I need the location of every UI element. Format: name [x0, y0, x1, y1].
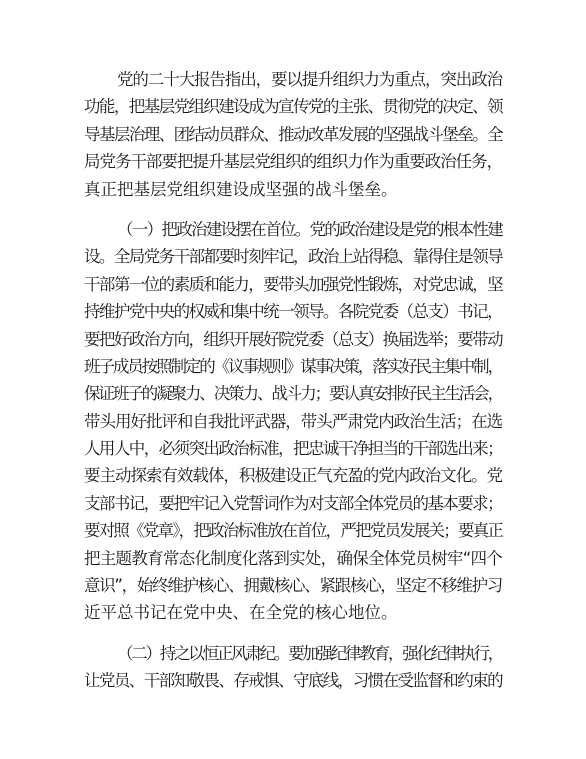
paragraph-gap — [84, 627, 502, 640]
paragraph-intro — [84, 66, 502, 203]
text-line: 支部书记，要把牢记入党誓词作为对支部全体党员的基本要求； — [84, 493, 502, 513]
text-line: 干部第一位的素质和能力，要带头加强党性锻炼，对党忠诚，坚 — [84, 274, 502, 294]
text-line: （一）把政治建设摆在首位。党的政治建设是党的根本性建 — [117, 219, 502, 239]
text-line: 带头用好批评和自我批评武器，带头严肃党内政治生活；在选 — [84, 411, 502, 431]
text-line: 让党员、干部知敬畏、存戒惧、守底线，习惯在受监督和约束的 — [84, 671, 502, 691]
text-line: 人用人中，必须突出政治标准，把忠诚干净担当的干部选出来； — [84, 439, 502, 459]
text-line: （二）持之以恒正风肃纪。要加强纪律教育，强化纪律执行， — [117, 643, 502, 663]
document-body — [84, 66, 502, 695]
text-line: 要主动探索有效载体，积极建设正气充盈的党内政治文化。党 — [84, 466, 502, 486]
text-line: 设。全局党务干部都要时刻牢记，政治上站得稳、靠得住是领导 — [84, 247, 502, 267]
text-line: 功能，把基层党组织建设成为宣传党的主张、贯彻党的决定、领 — [84, 97, 502, 117]
text-line: 保证班子的凝聚力、决策力、战斗力；要认真安排好民主生活会， — [84, 384, 502, 404]
paragraph-gap — [84, 203, 502, 216]
text-line: 把主题教育常态化制度化落到实处，确保全体党员树牢“四个 — [84, 548, 502, 568]
text-line: 要把好政治方向，组织开展好院党委（总支）换届选举；要带动 — [84, 329, 502, 349]
text-line: 意识”，始终维护核心、拥戴核心、紧跟核心，坚定不移维护习 — [84, 576, 502, 596]
text-line: 局党务干部要把提升基层党组织的组织力作为重要政治任务， — [84, 152, 502, 172]
text-line: 党的二十大报告指出，要以提升组织力为重点，突出政治 — [117, 70, 503, 89]
text-line: 导基层治理、团结动员群众、推动改革发展的坚强战斗堡垒。全 — [84, 124, 502, 144]
text-line: 要对照《党章》，把政治标准放在首位，严把党员发展关；要真正 — [84, 521, 503, 541]
text-line: 真正把基层党组织建设成坚强的战斗堡垒。 — [84, 179, 398, 199]
paragraph-political-building — [84, 216, 502, 627]
paragraph-discipline — [84, 640, 502, 695]
text-line: 近平总书记在党中央、在全党的核心地位。 — [84, 603, 398, 623]
text-line: 班子成员按照制定的《议事规则》谋事决策，落实好民主集中制， — [84, 356, 502, 376]
text-line: 持维护党中央的权威和集中统一领导。各院党委（总支）书记， — [84, 302, 502, 322]
